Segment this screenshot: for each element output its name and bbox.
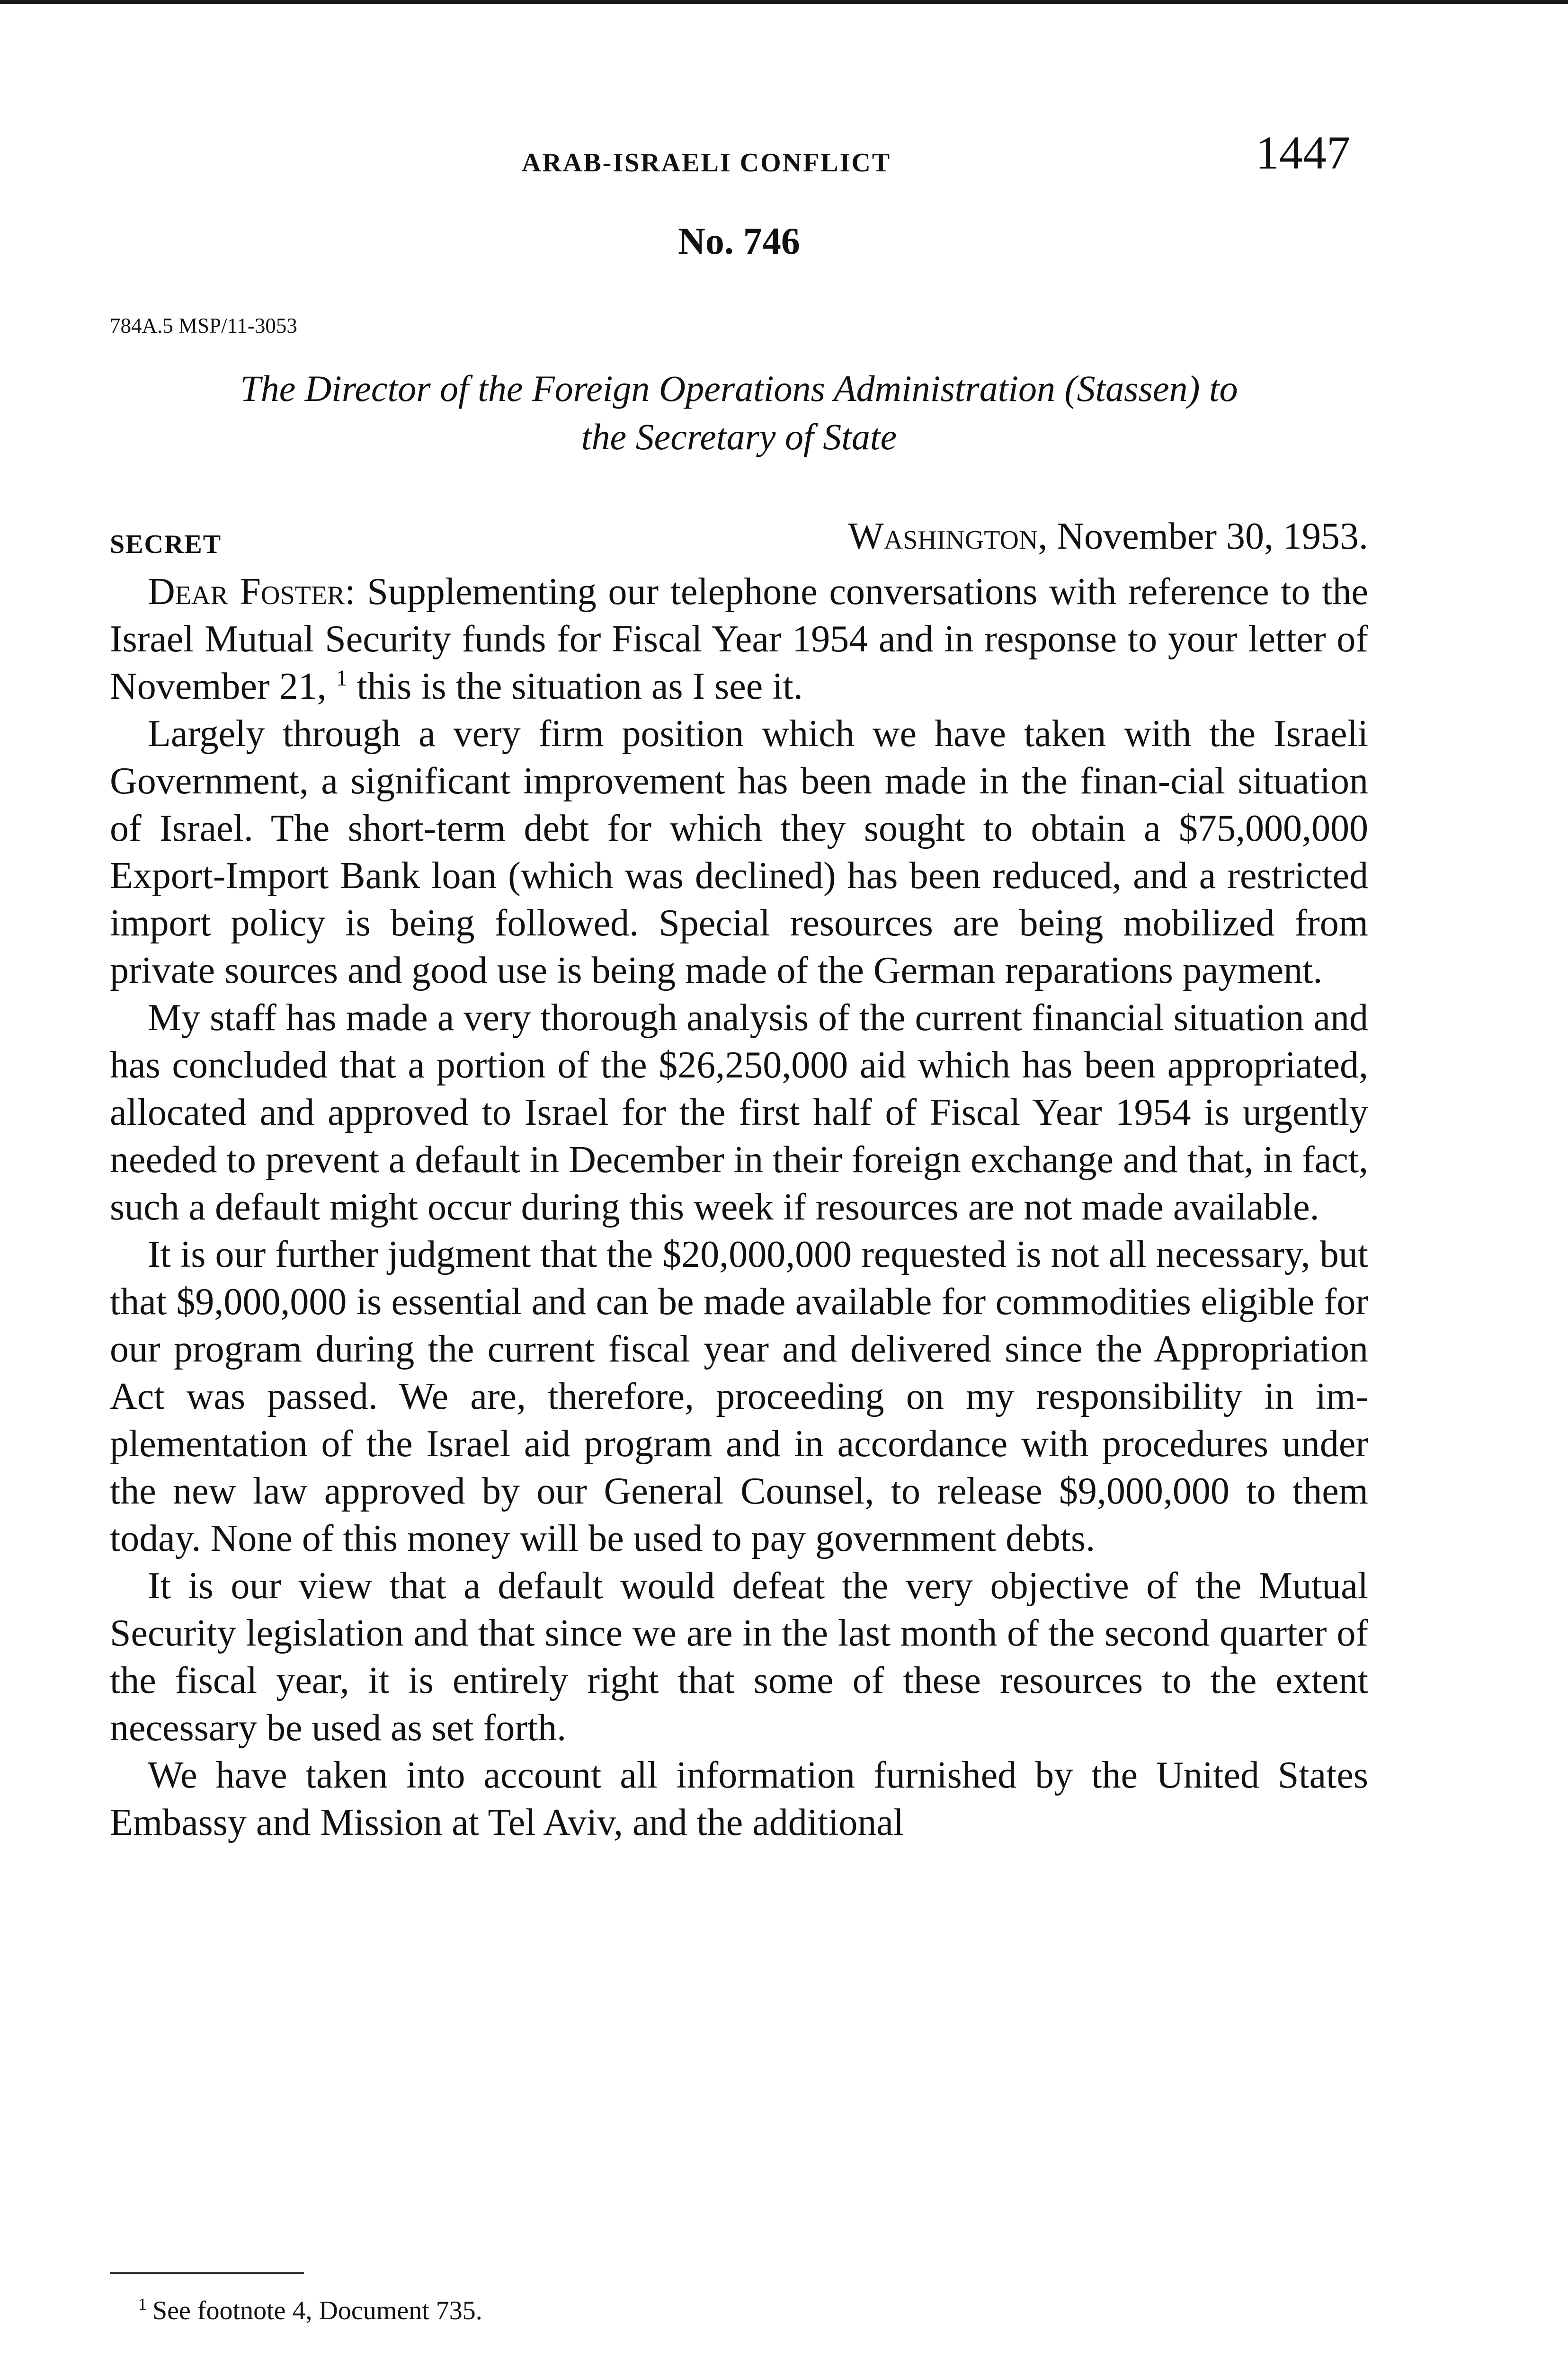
letter-body — [110, 568, 1368, 1846]
paragraph-1-text-a: Supplementing our telephone conversations with reference to the Israel Mutual Security funds for Fiscal Year 1954 and in response to your letter of November 21, — [110, 571, 1369, 707]
document-title-line-2: the Secretary of State — [581, 416, 897, 457]
salutation: Dear Foster: — [148, 571, 356, 613]
document-title-line-1: The Director of the Foreign Operations Administration (Stassen) to — [240, 368, 1238, 409]
document-number: No. 746 — [678, 221, 800, 262]
running-head: ARAB-ISRAELI CONFLICT — [522, 148, 891, 178]
place-date-line — [848, 515, 1368, 558]
paragraph-1-text-b: this is the situation as I see it. — [356, 666, 803, 707]
place: Washington, — [848, 516, 1048, 557]
page-number: 1447 — [1256, 126, 1350, 179]
paragraph-6: We have taken into account all information furnished by the United States Embassy and Mission at Tel Aviv, and the additional — [110, 1754, 1368, 1843]
file-code: 784A.5 MSP/11-3053 — [110, 314, 297, 338]
footnote-separator — [110, 2272, 304, 2274]
paragraph-1 — [110, 568, 1368, 710]
footnote-text: See footnote 4, Document 735. — [152, 2296, 482, 2325]
document-title — [110, 365, 1368, 461]
footnote-mark: 1 — [138, 2295, 147, 2314]
paragraph-5: It is our view that a default would defeat the very objective of the Mutual Security legislation and that since we are in the last month of the second quarter of the fiscal year, it is entirely right that some of these resources to the extent necessary be used as set forth. — [110, 1565, 1368, 1749]
footnote — [138, 2294, 482, 2326]
footnote-reference: 1 — [336, 666, 347, 691]
paragraph-3: My staff has made a very thorough analysis of the current financial situation and has concluded that a portion of the $26,250,000 aid which has been appropriated, allocated and approved to Israel for the first half of Fiscal Year 1954 is urgently needed to prevent a default in December in their foreign exchange and that, in fact, such a default might occur during this week if resources are not made available. — [110, 997, 1368, 1228]
date: November 30, 1953. — [1057, 516, 1368, 557]
top-edge-rule — [0, 0, 1568, 4]
paragraph-4: It is our further judgment that the $20,000,000 requested is not all necessary, but that $9,000,000 is essential and can be made available for commodities eligible for our program during the current fiscal year and delivered since the Appropriation Act was passed. We are, therefore, proceeding on my responsibility in implementation of the Israel aid program and in accordance with procedures under the new law approved by our General Counsel, to release $9,000,000 to them today. None of this money will be used to pay government debts. — [110, 1234, 1368, 1559]
classification-label: SECRET — [110, 530, 222, 559]
paragraph-2: Largely through a very firm position which we have taken with the Israeli Government, a significant improvement has been made in the finan-cial situation of Israel. The short-term debt for which they sought to obtain a $75,000,000 Export-Import Bank loan (which was declined) has been reduced, and a restricted import policy is being followed. Special resources are being mobilized from private sources and good use is being made of the German reparations payment. — [110, 713, 1368, 991]
